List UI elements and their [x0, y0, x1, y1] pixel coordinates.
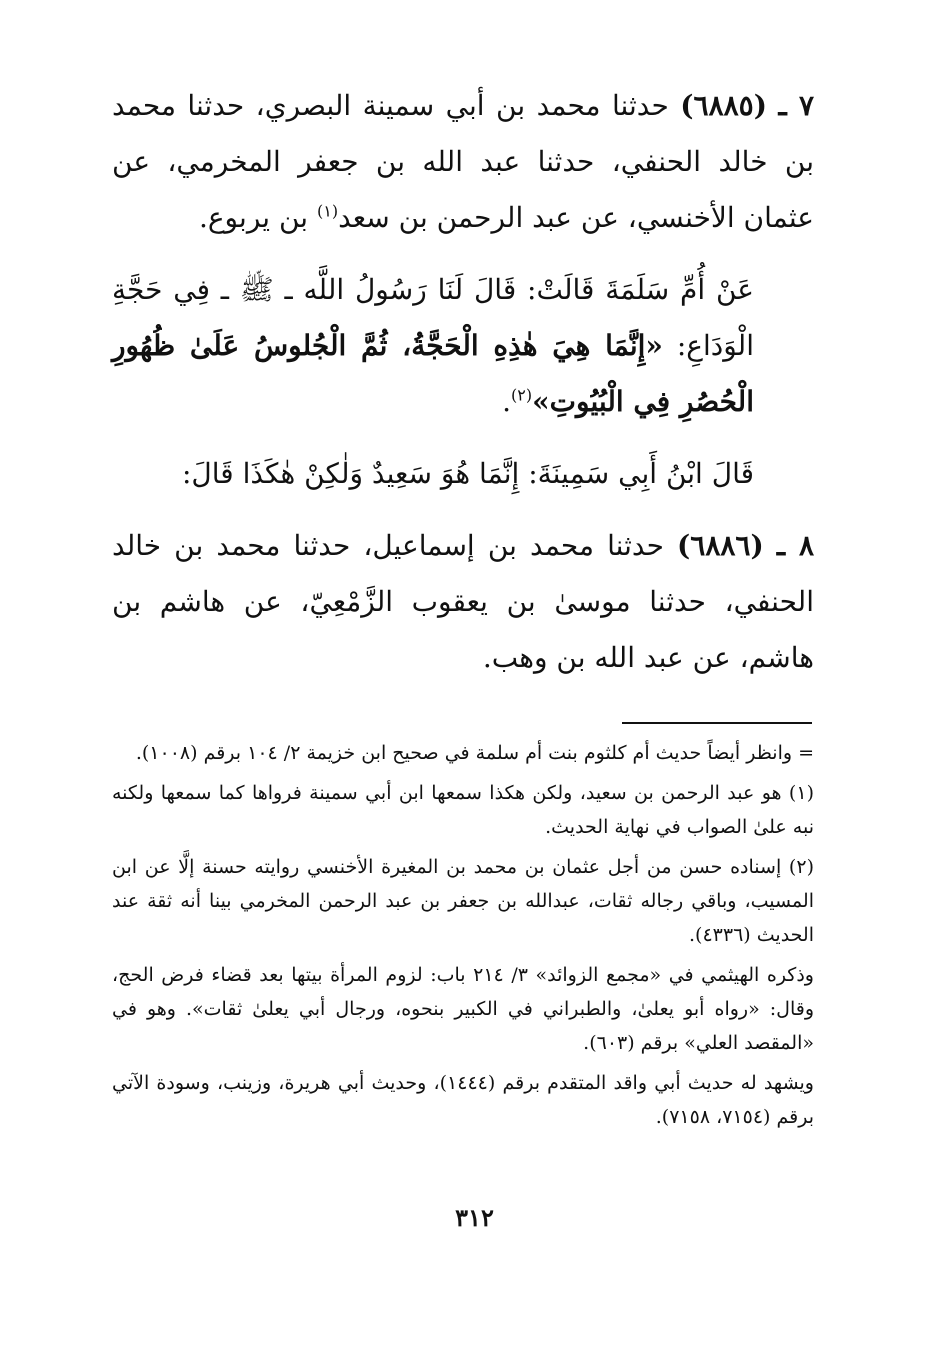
matn-quote: «إِنَّمَا هِيَ هٰذِهِ الْحَجَّةُ، ثُمَّ الْجُلوسُ عَلَىٰ ظُهُورِ الْحُصُرِ فِي الْبُيُوتِ» [112, 329, 754, 418]
matn-end: . [502, 385, 512, 418]
hadith-7-matn [112, 262, 814, 430]
main-text [112, 78, 814, 686]
hadith-number: ٧ ـ [778, 89, 815, 122]
comment-text: قَالَ ابْنُ أَبِي سَمِينَةَ: إِنَّمَا هُوَ سَعِيدٌ وَلٰكِنْ هٰكَذَا قَالَ: [181, 457, 754, 490]
footnote-separator [622, 722, 812, 724]
footnote-2-cont-b: ويشهد له حديث أبي واقد المتقدم برقم (١٤٤٤)، وحديث أبي هريرة، وزينب، وسودة الآتي برقم (٧١٥٤، ٧١٥٨). [112, 1072, 814, 1128]
chain-text: حدثنا محمد بن أبي سمينة البصري، حدثنا محمد بن خالد الحنفي، حدثنا عبد الله بن جعفر المخرمي، عن عثمان الأخنسي، عن عبد الرحمن بن سعد [112, 89, 814, 234]
footnote-continued: = وانظر أيضاً حديث أم كلثوم بنت أم سلمة في صحيح ابن خزيمة ٢/ ١٠٤ برقم (١٠٠٨). [135, 742, 814, 764]
matn-intro: عَنْ أُمِّ سَلَمَةَ قَالَتْ: قَالَ لَنَا رَسُولُ اللَّه ـ ﷺ ـ فِي حَجَّةِ الْوَدَاعِ: [112, 273, 754, 362]
footnote-1: (١) هو عبد الرحمن بن سعيد، ولكن هكذا سمعها ابن أبي سمينة فرواها كما سمعها ولكنه نبه علىٰ الصواب في نهاية الحديث. [112, 782, 814, 838]
chain-tail: بن يربوع. [198, 201, 309, 234]
footnote-2-cont-a: وذكره الهيثمي في «مجمع الزوائد» ٣/ ٢١٤ باب: لزوم المرأة بيتها بعد قضاء فرض الحج، وقال: «رواه أبو يعلىٰ، والطبراني في الكبير بنحوه، ورجال أبي يعلىٰ ثقات». وهو في «المقصد العلي» برقم (٦٠٣). [112, 964, 814, 1054]
hadith-7-chain [112, 78, 814, 246]
chain-text: حدثنا محمد بن إسماعيل، حدثنا محمد بن خالد الحنفي، حدثنا موسىٰ بن يعقوب الزَّمْعِيّ، عن هاشم بن هاشم، عن عبد الله بن وهب. [112, 529, 814, 674]
footnote-2: (٢) إسناده حسن من أجل عثمان بن محمد بن المغيرة الأخنسي روايته حسنة إلَّا عن ابن المسيب، وباقي رجاله ثقات، عبدالله بن جعفر بن عبد الرحمن المخرمي بينا أنه ثقة عند الحديث (٤٣٣٦). [112, 856, 814, 946]
footnote-marker: (١) [316, 201, 339, 221]
hadith-number: ٨ ـ [776, 529, 815, 562]
footnotes [112, 736, 814, 1134]
hadith-ref: (٦٨٨٦) [677, 529, 764, 562]
page-number: ٣١٢ [455, 1203, 494, 1232]
footnote-marker: (٢) [511, 385, 533, 405]
hadith-8-chain [112, 518, 814, 686]
narrator-comment [112, 446, 814, 502]
hadith-ref: (٦٨٨٥) [680, 89, 767, 122]
page-body [112, 78, 814, 1140]
